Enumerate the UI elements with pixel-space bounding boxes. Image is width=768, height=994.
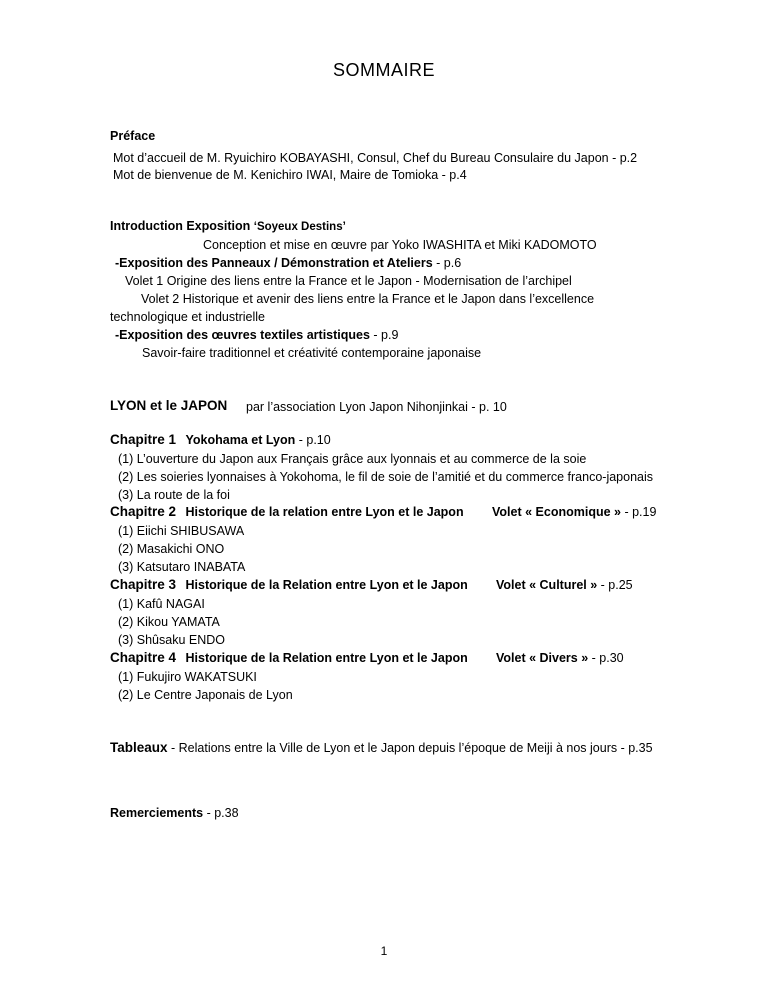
chapter-title: Yokohama et Lyon [185,433,296,447]
expo-panneaux [115,255,461,271]
chapter-volet [496,650,624,666]
page-number: 1 [380,944,388,958]
chapter-item: (1) Eiichi SHIBUSAWA [118,524,245,538]
chapter-item: (1) L’ouverture du Japon aux Français grâce aux lyonnais et au commerce de la soie [118,452,587,466]
volet-2-cont: technologique et industrielle [110,310,265,324]
tableaux-line [110,740,653,756]
chapter-item: (2) Le Centre Japonais de Lyon [118,688,293,702]
page-title: SOMMAIRE [332,60,435,80]
remerciements-text: - p.38 [203,806,239,820]
remerciements-heading: Remerciements [110,806,204,820]
tableaux-text: - Relations entre la Ville de Lyon et le Japon depuis l’époque de Meiji à nos jours - p.35 [167,741,653,755]
chapter-volet-label: Volet « Economique » [492,505,621,519]
chapter-page: - p.10 [295,433,331,447]
chapter-label: Chapitre 3 [110,577,177,592]
intro-heading [110,218,346,235]
chapter-item: (3) La route de la foi [118,488,230,502]
expo-panneaux-page: - p.6 [432,256,462,270]
chapter-heading [110,432,331,448]
chapter-volet [496,577,633,593]
savoir-faire: Savoir-faire traditionnel et créativité contemporaine japonaise [142,346,482,360]
volet-2: Volet 2 Historique et avenir des liens entre la France et le Japon dans l’excellence [141,292,595,306]
chapter-label: Chapitre 2 [110,504,177,519]
chapter-label: Chapitre 4 [110,650,177,665]
chapter-item: (2) Kikou YAMATA [118,615,220,629]
preface-line: Mot d’accueil de M. Ryuichiro KOBAYASHI, Consul, Chef du Bureau Consulaire du Japon - p.2 [113,151,638,165]
chapter-item: (3) Katsutaro INABATA [118,560,246,574]
chapter-heading [110,504,464,520]
tableaux-heading: Tableaux [110,740,168,755]
intro-heading-main: Introduction Exposition [110,219,254,233]
chapter-volet-label: Volet « Culturel » [496,578,598,592]
chapter-title: Historique de la Relation entre Lyon et le Japon [185,578,468,592]
expo-panneaux-label: -Exposition des Panneaux / Démonstration et Ateliers [115,256,433,270]
chapter-item: (2) Masakichi ONO [118,542,225,556]
chapter-page: - p.19 [620,505,657,519]
chapter-volet-label: Volet « Divers » [496,651,589,665]
chapter-item: (2) Les soieries lyonnaises à Yokohoma, le fil de soie de l’amitié et du commerce franco-japonais [118,470,654,484]
chapter-title: Historique de la relation entre Lyon et le Japon [185,505,464,519]
volet-1: Volet 1 Origine des liens entre la France et le Japon - Modernisation de l’archipel [125,274,572,288]
preface-line: Mot de bienvenue de M. Kenichiro IWAI, Maire de Tomioka - p.4 [113,168,467,182]
lyon-heading: LYON et le JAPON [110,398,228,413]
expo-oeuvres-label: -Exposition des œuvres textiles artistiques [115,328,370,342]
intro-heading-title: ‘Soyeux Destins’ [253,221,346,233]
expo-oeuvres [115,327,398,343]
chapter-heading [110,577,468,593]
chapter-item: (3) Shûsaku ENDO [118,633,225,647]
chapter-page: - p.30 [588,651,624,665]
chapter-page: - p.25 [597,578,633,592]
lyon-subtitle: par l’association Lyon Japon Nihonjinkai - p. 10 [246,400,507,414]
chapter-heading [110,650,468,666]
expo-oeuvres-page: - p.9 [369,328,399,342]
preface-heading: Préface [110,129,156,143]
chapter-item: (1) Kafû NAGAI [118,597,205,611]
chapter-title: Historique de la Relation entre Lyon et le Japon [185,651,468,665]
intro-concept: Conception et mise en œuvre par Yoko IWASHITA et Miki KADOMOTO [203,238,597,252]
chapter-label: Chapitre 1 [110,432,177,447]
remerciements-line [110,805,239,821]
chapter-volet [492,504,656,520]
chapter-item: (1) Fukujiro WAKATSUKI [118,670,257,684]
